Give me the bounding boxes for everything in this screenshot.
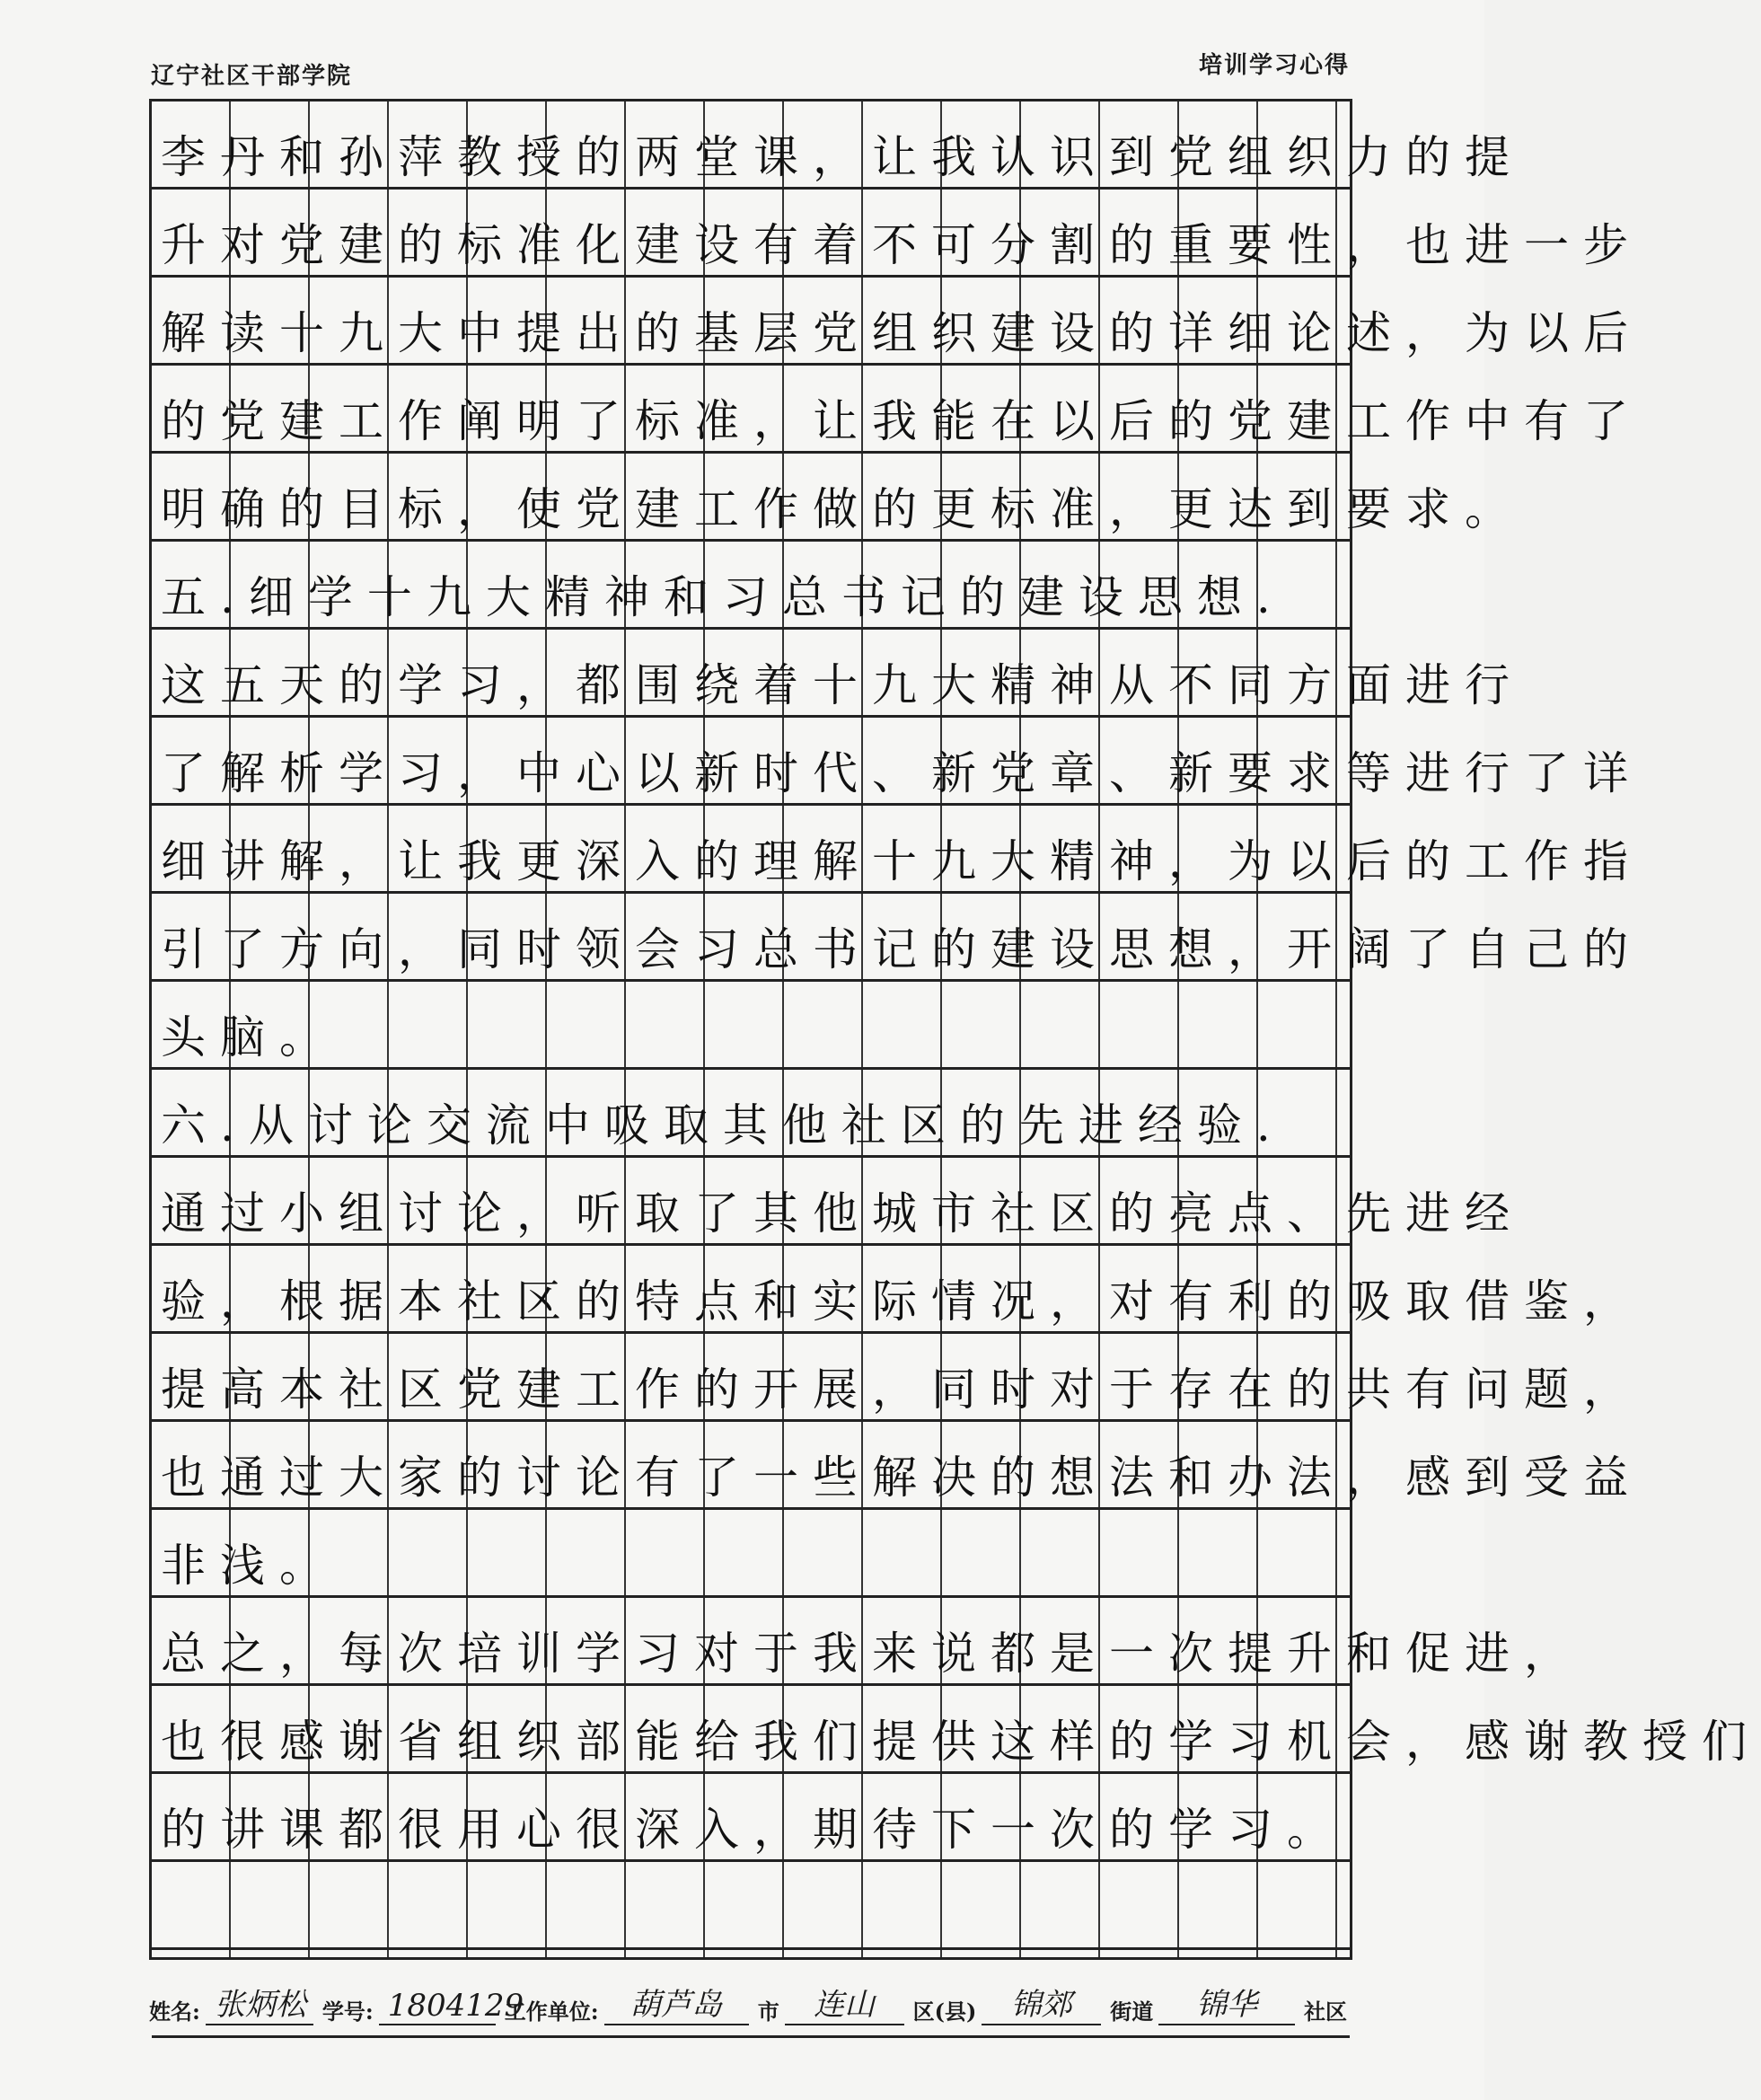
manuscript-row [152,1246,1642,1334]
document-type-title: 培训学习心得 [1198,52,1350,79]
manuscript-line: 解读十九大中提出的基层党组织建设的详细论述，为以后 [161,307,1642,359]
manuscript-row [152,894,1642,982]
manuscript-line: 总之，每次培训学习对于我来说都是一次提升和促进， [161,1628,1583,1680]
manuscript-row [152,806,1642,894]
manuscript-line: 细讲解，让我更深入的理解十九大精神，为以后的工作指 [161,835,1642,887]
name-label: 姓名: [149,1999,200,2025]
institute-title: 辽宁社区干部学院 [151,63,353,90]
manuscript-row [152,190,1642,278]
manuscript-line: 提高本社区党建工作的开展，同时对于存在的共有问题， [161,1363,1642,1416]
district-value: 连山 [785,1980,904,2025]
footer-info [149,1980,1352,2025]
name-value: 张炳松 [206,1980,313,2025]
manuscript-row [152,278,1642,366]
manuscript-row [152,1598,1583,1686]
street-value: 锦郊 [982,1980,1101,2025]
manuscript-line: 也很感谢省组织部能给我们提供这样的学习机会，感谢教授们 [161,1716,1761,1768]
city-label: 市 [757,1999,779,2025]
manuscript-row [152,101,1524,190]
manuscript-row [152,454,1524,542]
manuscript-row [152,1422,1642,1510]
manuscript-line: 验，根据本社区的特点和实际情况，对有利的吸取借鉴， [161,1275,1642,1328]
manuscript-row [152,366,1642,454]
manuscript-row [152,1334,1642,1422]
community-value: 锦华 [1158,1980,1295,2025]
manuscript-row [152,542,1350,630]
manuscript-line: 李丹和孙萍教授的两堂课，让我认识到党组织力的提 [161,131,1524,183]
manuscript-line: 升对党建的标准化建设有着不可分割的重要性，也进一步 [161,219,1642,271]
manuscript-row [152,1510,1350,1598]
manuscript-line: 的讲课都很用心很深入，期待下一次的学习。 [161,1804,1346,1856]
manuscript-grid [149,99,1761,1960]
district-label: 区(县) [912,1999,977,2025]
manuscript-line: 引了方向，同时领会习总书记的建设思想，开阔了自己的 [161,923,1642,975]
manuscript-row [152,1774,1350,1862]
manuscript-line: 五.细学十九大精神和习总书记的建设思想. [161,571,1285,623]
manuscript-rows [152,101,1761,2038]
manuscript-line: 非浅。 [161,1540,339,1592]
manuscript-line: 通过小组讨论，听取了其他城市社区的亮点、先进经 [161,1187,1524,1240]
manuscript-line: 也通过大家的讨论有了一些解决的想法和办法，感到受益 [161,1451,1642,1504]
work-unit-label: 工作单位: [504,1999,599,2025]
manuscript-line: 的党建工作阐明了标准，让我能在以后的党建工作中有了 [161,395,1642,447]
community-label: 社区 [1303,1999,1347,2025]
manuscript-line: 六.从讨论交流中吸取其他社区的先进经验. [161,1099,1285,1151]
manuscript-row [152,1158,1524,1246]
manuscript-line: 明确的目标，使党建工作做的更标准，更达到要求。 [161,483,1524,535]
manuscript-row [152,1862,1350,1950]
manuscript-line: 这五天的学习，都围绕着十九大精神从不同方面进行 [161,659,1524,711]
manuscript-line: 头脑。 [161,1011,339,1063]
street-label: 街道 [1110,1999,1154,2025]
manuscript-line: 了解析学习，中心以新时代、新党章、新要求等进行了详 [161,747,1642,799]
manuscript-row [152,718,1642,806]
manuscript-row [152,1070,1350,1158]
student-id-value: 1804129 [379,1988,496,2025]
manuscript-row [152,1686,1761,1774]
student-id-label: 学号: [321,1999,374,2025]
manuscript-row [152,630,1524,718]
city-value: 葫芦岛 [604,1980,749,2025]
manuscript-row [152,982,1350,1070]
